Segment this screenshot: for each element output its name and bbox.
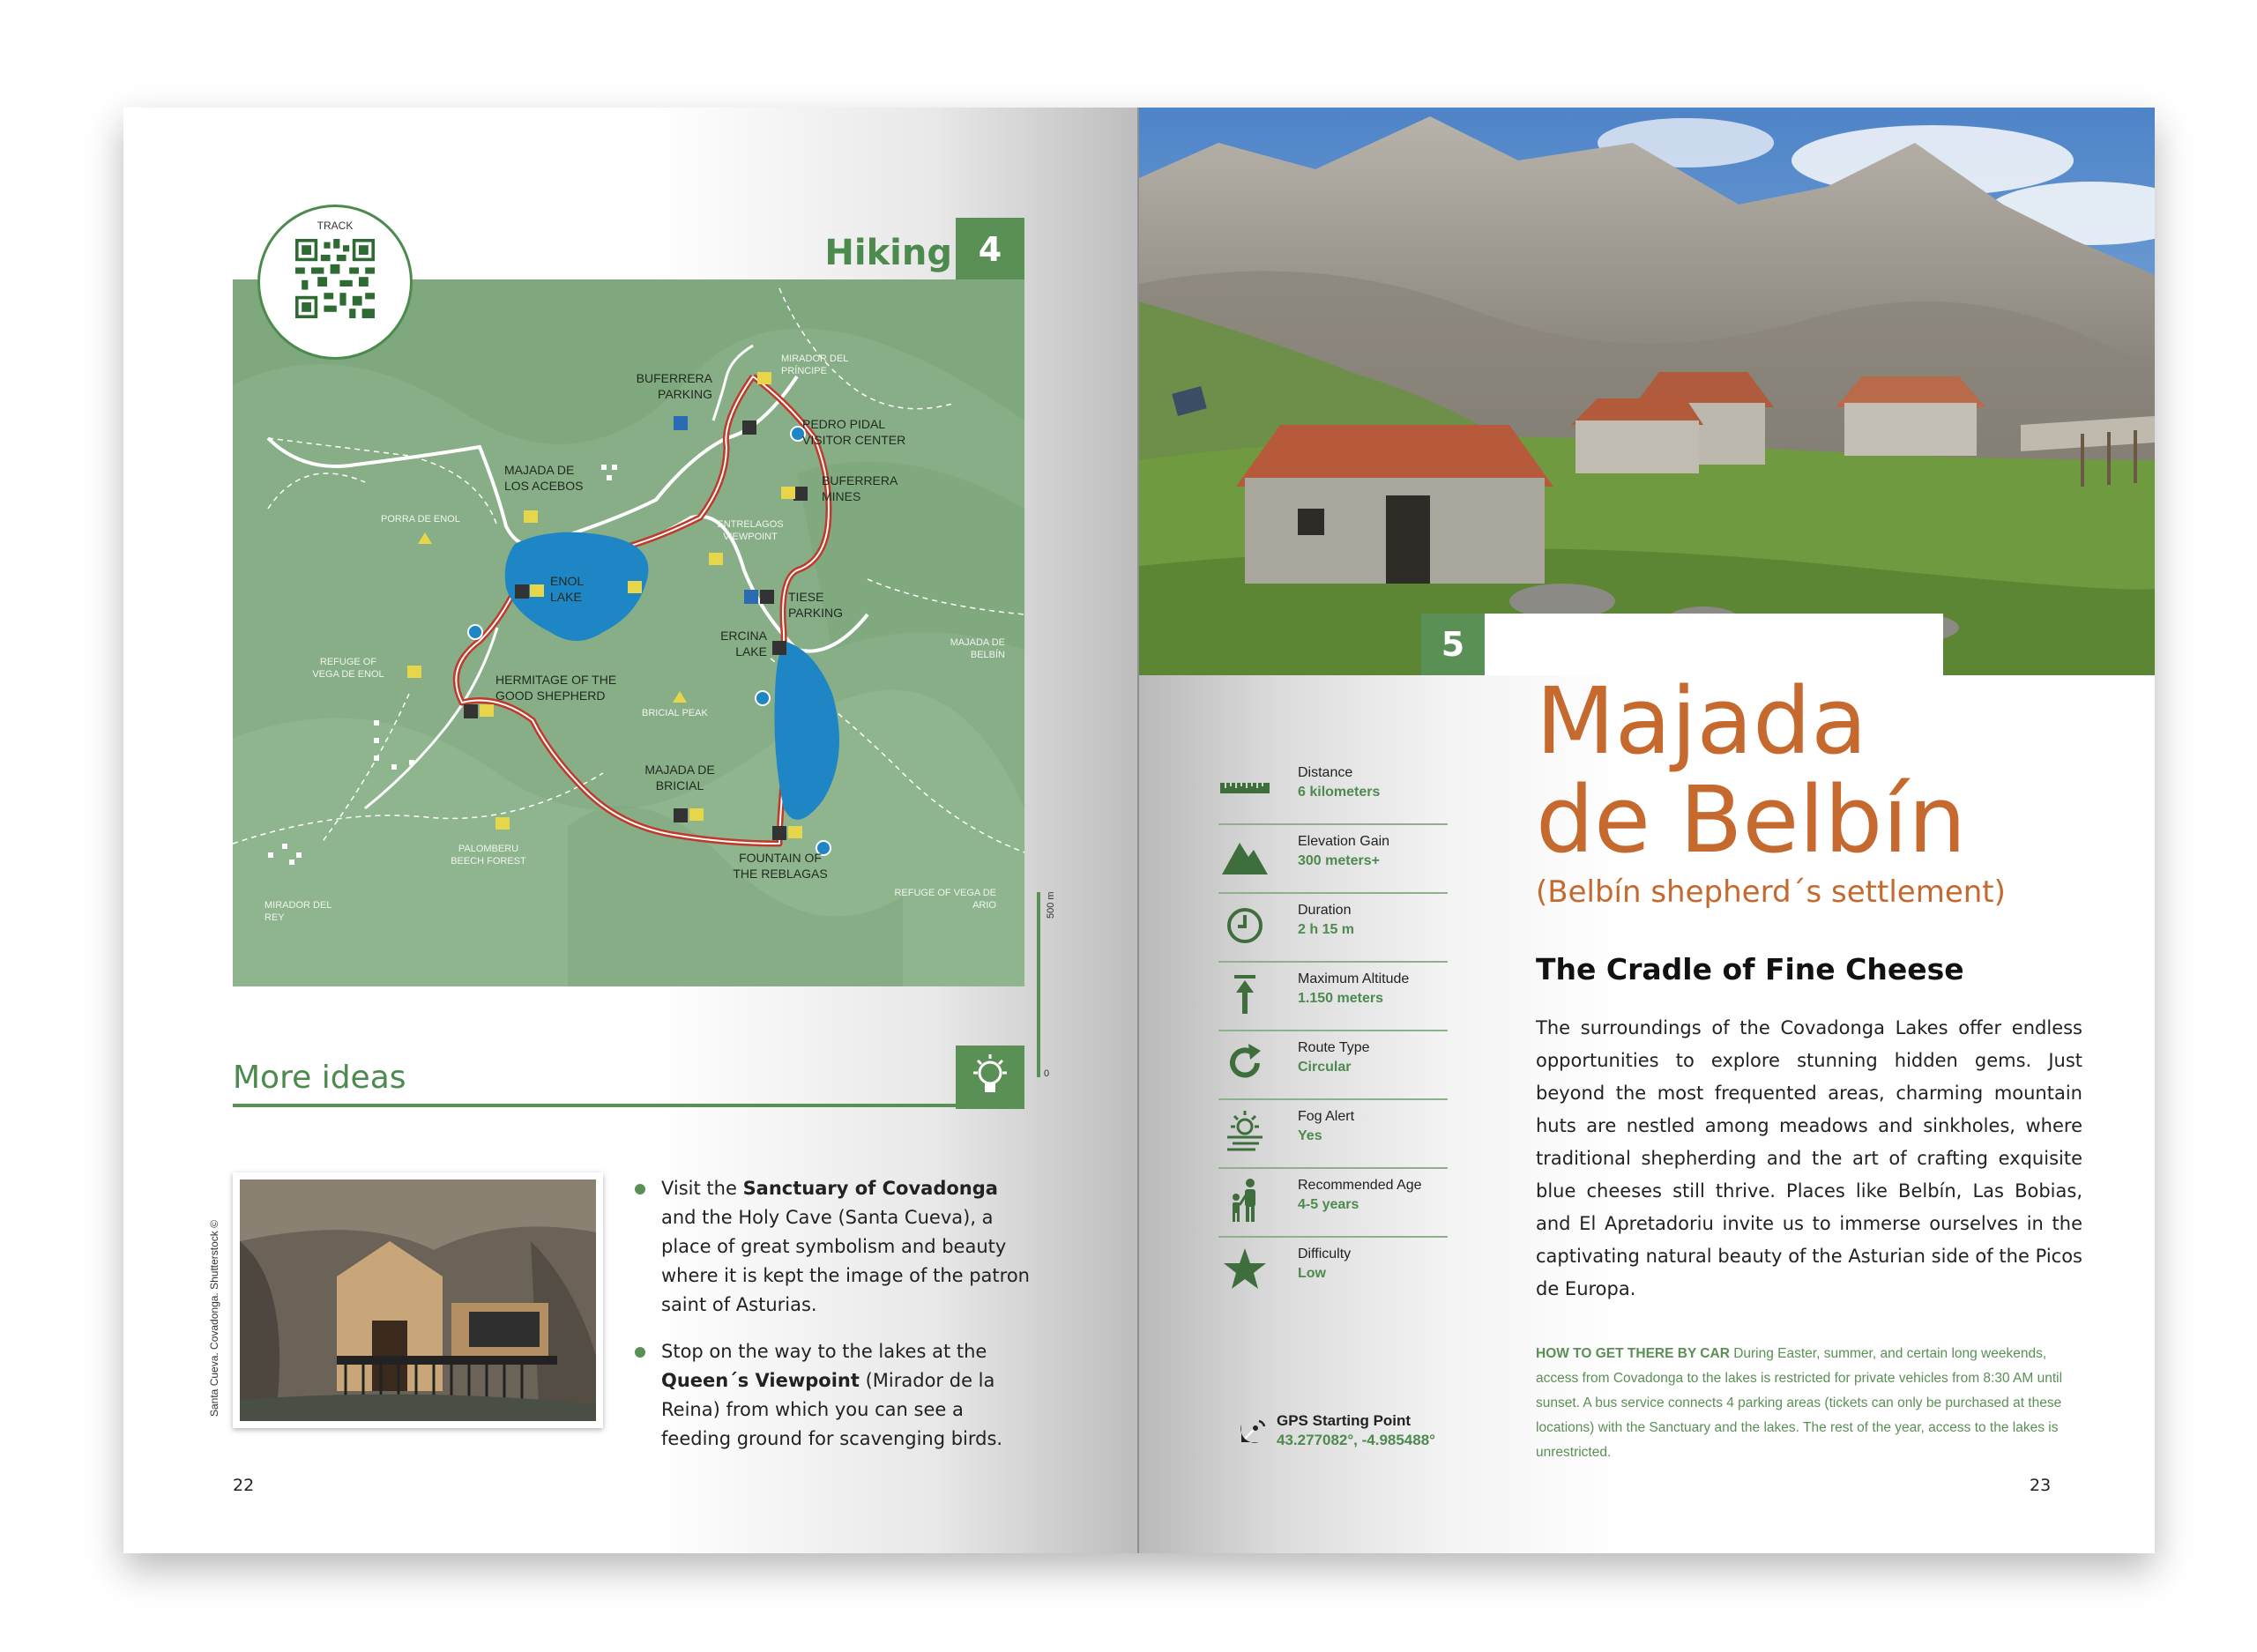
map-number-badge: 4 [956,218,1024,281]
stat-label: Distance [1298,765,1353,780]
satellite-dish-icon [1236,1416,1268,1447]
stat-recommended-age [1218,1169,1448,1238]
qr-label: TRACK [317,220,354,232]
label-majada-bricial: MAJADA DE BRICIAL [644,763,715,793]
label-tiese-parking: TIESE PARKING [788,590,843,620]
gps-label: GPS Starting Point [1277,1412,1412,1429]
fog-icon [1218,1107,1271,1157]
scale-bar [1037,892,1040,1077]
more-ideas-title: More ideas [233,1060,406,1096]
stat-label: Duration [1298,903,1352,918]
route-number-badge: 5 [1421,614,1485,675]
ruler-icon [1218,763,1271,813]
body-paragraph: The surroundings of the Covadonga Lakes offer endless opportunities to explore stunning hidden gems. Just beyond the most frequented areas, charming mountain huts are nestled among meadows and sinkholes, where traditional shepherding and the art of crafting exquisite blue cheeses still thrive. Places like Belbín, Las Bobias, and El Apretadoriu invite us to immerse ourselves in the captivating natural beauty of the Asturian side of the Picos de Europa. [1536,1017,2082,1299]
stat-value: 4-5 years [1298,1197,1359,1212]
label-buferrera-parking: BUFERRERA PARKING [636,371,712,401]
label-bricial-peak: BRICIAL PEAK [642,708,708,718]
label-mirador-principe: MIRADOR DEL PRÍNCIPE [781,353,848,376]
map-title: Hiking [824,233,952,273]
qr-code-badge[interactable] [257,205,413,360]
label-majada-belbin: MAJADA DE BELBÍN [950,637,1005,660]
photo-credit: Santa Cueva. Covadonga. Shutterstock © [208,1220,220,1417]
scale-label-top: 500 m [1046,891,1056,919]
label-refuge-vega-ario: REFUGE OF VEGA DE ARIO [894,888,996,911]
section-heading: The Cradle of Fine Cheese [1536,952,1964,986]
route-subtitle: (Belbín shepherd´s settlement) [1536,874,2006,910]
label-ercina-lake: ERCINA LAKE [720,629,767,659]
stat-value: 300 meters+ [1298,853,1380,868]
stat-label: Fog Alert [1298,1109,1355,1124]
label-porra-enol: PORRA DE ENOL [381,514,460,525]
cave-chapel-illustration [240,1179,596,1421]
ideas-list [635,1174,1032,1471]
stat-value: 2 h 15 m [1298,922,1355,937]
idea-item-viewpoint [635,1337,1032,1454]
circular-arrow-icon [1218,1038,1271,1088]
arrow-up-icon [1218,970,1271,1019]
label-hermitage: HERMITAGE OF THE GOOD SHEPHERD [495,673,617,703]
car-access-note [1536,1342,2082,1465]
more-ideas-rule [233,1104,961,1107]
idea-text: and the Holy Cave (Santa Cueva), a place of great symbolism and beauty where it is kept the image of the patron saint of Asturias. [661,1207,1030,1315]
label-pedro-pidal: PEDRO PIDAL VISITOR CENTER [802,417,906,447]
clock-icon [1218,901,1271,950]
stat-distance [1218,756,1448,825]
mountain-icon [1218,832,1271,882]
stat-value: 1.150 meters [1298,991,1383,1006]
idea-highlight: Sanctuary of Covadonga [742,1178,998,1199]
stat-fog-alert [1218,1100,1448,1169]
santa-cueva-photo [233,1172,603,1428]
right-page [1139,108,2155,1553]
stat-route-type [1218,1031,1448,1100]
stat-duration [1218,894,1448,963]
page-number-right: 23 [2030,1476,2052,1495]
stat-elevation-gain [1218,825,1448,894]
stat-label: Difficulty [1298,1246,1352,1261]
label-palomberu: PALOMBERU BEECH FOREST [451,844,526,867]
route-stats [1218,756,1448,1305]
gps-coordinates: 43.277082°, -4.985488° [1277,1432,1435,1448]
car-access-label: HOW TO GET THERE BY CAR [1536,1346,1730,1361]
idea-highlight: Queen´s Viewpoint [661,1370,860,1391]
page-number-left: 22 [233,1476,255,1495]
mountain-huts-photo [1139,108,2155,675]
car-access-text: During Easter, summer, and certain long weekends, access from Covadonga to the lakes is restricted for private vehicles from 8:30 AM until sunset. A bus service connects 4 parking areas (tickets can only be purchased at these locations) with the Sanctuary and the lakes. The rest of the year, access to the lakes is unrestricted. [1536,1346,2063,1460]
stat-label: Route Type [1298,1040,1370,1055]
qr-code-icon [295,239,375,318]
label-refuge-vega-enol: REFUGE OF VEGA DE ENOL [312,657,384,680]
idea-text: Visit the [661,1178,743,1199]
route-title [1536,667,2135,874]
idea-text: Stop on the way to the lakes at the [661,1341,987,1362]
label-mirador-rey: MIRADOR DEL REY [264,900,331,923]
stat-value: Circular [1298,1060,1352,1075]
idea-text: (Mirador de la Reina) from which you can see a feeding ground for scavenging birds. [661,1370,1003,1449]
scale-label-bottom: 0 [1044,1068,1050,1079]
title-mask [1485,614,1943,675]
route-title-line-1: Majada [1536,667,1867,775]
stat-value: 6 kilometers [1298,785,1381,800]
label-entrelagos: ENTRELAGOS VIEWPOINT [717,519,784,542]
left-page [123,108,1139,1553]
stat-label: Recommended Age [1298,1178,1422,1193]
label-buferrera-mines: BUFERRERA MINES [822,473,898,503]
route-title-line-2: de Belbín [1536,766,1967,874]
stat-label: Elevation Gain [1298,834,1390,849]
stat-value: Yes [1298,1128,1322,1143]
stat-maximum-altitude [1218,963,1448,1031]
label-majada-acebos: MAJADA DE LOS ACEBOS [504,463,584,493]
label-enol-lake: ENOL LAKE [550,574,584,604]
stat-difficulty [1218,1238,1448,1305]
label-fountain-reblagas: FOUNTAIN OF THE REBLAGAS [733,851,828,881]
star-icon [1218,1245,1271,1294]
stat-value: Low [1298,1266,1326,1281]
mountain-landscape-illustration [1139,108,2155,675]
lightbulb-icon [956,1046,1024,1109]
family-icon [1218,1176,1271,1225]
idea-item-sanctuary [635,1174,1032,1320]
lightbulb-icon-badge [956,1046,1024,1109]
stat-label: Maximum Altitude [1298,971,1410,986]
